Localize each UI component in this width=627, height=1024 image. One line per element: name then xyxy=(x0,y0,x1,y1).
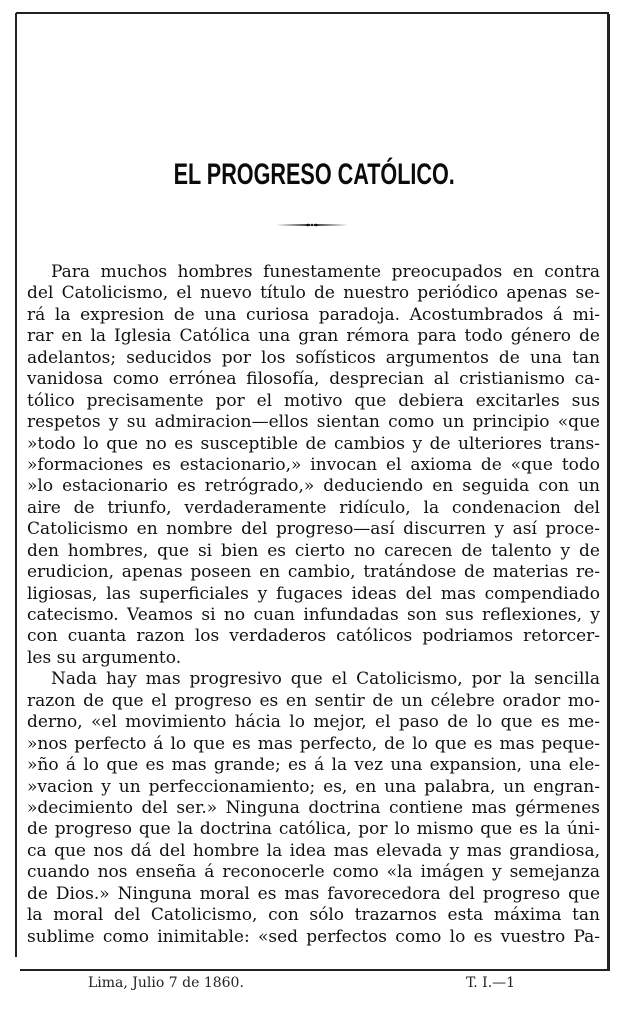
paragraph-1-line: catecismo. Veamos si no cuan infundadas son sus reflexiones, y xyxy=(27,605,600,625)
paragraph-1-line: Catolicismo en nombre del progreso—así discurren y así proce- xyxy=(27,519,600,540)
paragraph-2-line: la moral del Catolicismo, con sólo trazarnos esta máxima tan xyxy=(27,905,600,926)
paragraph-1-line: tólico precisamente por el motivo que debiera excitarles sus xyxy=(27,390,600,411)
page-frame-right-rule xyxy=(607,14,610,971)
paragraph-2-line: »vacion y un perfeccionamiento; es, en una palabra, un engran- xyxy=(27,776,600,797)
paragraph-1-line: vanidosa como errónea filosofía, desprecian al cristianismo ca- xyxy=(27,369,600,390)
paragraph-2-line: ca que nos dá del hombre la idea mas elevada y mas grandiosa, xyxy=(27,840,600,861)
paragraph-2-line: »decimiento del ser.» Ninguna doctrina contiene mas gérmenes xyxy=(27,797,600,818)
paragraph-1-line: rar en la Iglesia Católica una gran rémora para todo género de xyxy=(27,326,600,347)
ornamental-rule-icon xyxy=(276,222,348,228)
article-body xyxy=(27,262,600,948)
paragraph-2-line: »nos perfecto á lo que es mas perfecto, de lo que es mas peque- xyxy=(27,733,600,754)
paragraph-2-line: cuando nos enseña á reconocerle como «la imágen y semejanza xyxy=(27,862,600,883)
paragraph-1-line: »lo estacionario es retrógrado,» deduciendo en seguida con un xyxy=(27,476,600,497)
paragraph-1-line: les su argumento. xyxy=(27,647,182,668)
paragraph-2-line: de Dios.» Ninguna moral es mas favorecedora del progreso que xyxy=(27,883,600,904)
article-title: EL PROGRESO CATÓLICO. xyxy=(173,158,455,191)
paragraph-2-line: de progreso que la doctrina católica, por lo mismo que es la úni- xyxy=(27,819,600,840)
paragraph-1-line: respetos y su admiracion—ellos sientan como un principio «que xyxy=(27,412,600,433)
paragraph-1-line: adelantos; seducidos por los sofísticos argumentos de una tan xyxy=(27,347,600,368)
paragraph-1-line: aire de triunfo, verdaderamente ridículo, la condenacion del xyxy=(27,497,600,518)
page-frame-left-rule xyxy=(15,13,17,957)
footer-place-date: Lima, Julio 7 de 1860. xyxy=(88,975,244,991)
footer-signature-mark: T. I.—1 xyxy=(466,975,516,991)
page-frame-top-rule xyxy=(16,12,609,14)
paragraph-2-line: sublime como inimitable: «sed perfectos como lo es vuestro Pa- xyxy=(27,926,600,947)
paragraph-2-line: Nada hay mas progresivo que el Catolicismo, por la sencilla xyxy=(51,669,600,690)
paragraph-1-line: »todo lo que no es susceptible de cambios y de ulteriores trans- xyxy=(27,433,600,454)
paragraph-1-line: con cuanta razon los verdaderos católicos podriamos retorcer- xyxy=(27,626,600,647)
paragraph-2-line: derno, «el movimiento hácia lo mejor, el paso de lo que es me- xyxy=(27,712,600,733)
paragraph-1-line: ligiosas, las superficiales y fugaces ideas del mas compendiado xyxy=(27,583,600,604)
paragraph-1-line: den hombres, que si bien es cierto no carecen de talento y de xyxy=(27,540,600,561)
paragraph-1-line: del Catolicismo, el nuevo título de nuestro periódico apenas se- xyxy=(27,283,600,304)
paragraph-2-line: »ño á lo que es mas grande; es á la vez una expansion, una ele- xyxy=(27,755,600,776)
paragraph-1-line: erudicion, apenas poseen en cambio, tratándose de materias re- xyxy=(27,562,600,583)
page-frame-bottom-rule xyxy=(20,969,610,971)
paragraph-1-line: rá la expresion de una curiosa paradoja. Acostumbrados á mi- xyxy=(27,304,600,325)
paragraph-1-line: »formaciones es estacionario,» invocan el axioma de «que todo xyxy=(27,454,600,475)
paragraph-2-line: razon de que el progreso es en sentir de un célebre orador mo- xyxy=(27,690,600,711)
paragraph-1-line: Para muchos hombres funestamente preocupados en contra xyxy=(51,262,600,282)
